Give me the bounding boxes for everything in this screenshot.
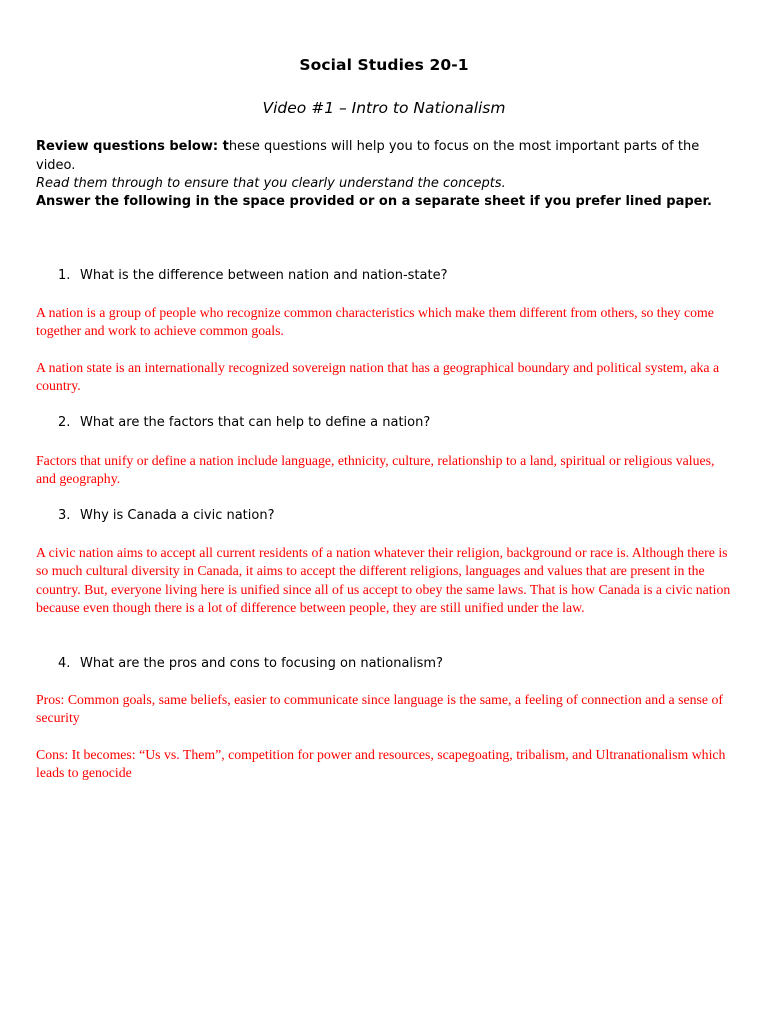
- question-text: What is the difference between nation and nation-state?: [80, 268, 448, 283]
- answer-2: Factors that unify or define a nation include language, ethnicity, culture, relationship to a land, spiritual or religious values, and geography.: [36, 453, 715, 487]
- question-text: What are the factors that can help to define a nation?: [80, 415, 431, 430]
- answer-1b: A nation state is an internationally recognized sovereign nation that has a geographical boundary and political system, aka a country.: [36, 360, 720, 394]
- page-subtitle: Video #1 – Intro to Nationalism: [262, 99, 506, 117]
- question-2: [58, 414, 738, 432]
- question-1: [58, 267, 738, 285]
- question-text: Why is Canada a civic nation?: [80, 508, 275, 523]
- review-lead: Review questions below: t: [36, 139, 229, 154]
- question-number: 1.: [58, 268, 71, 283]
- question-3: [58, 507, 738, 525]
- question-4: [58, 655, 738, 673]
- answer-4-pros: Pros: Common goals, same beliefs, easier to communicate since language is the same, a feeling of connection and a sense of security: [36, 692, 723, 726]
- answer-4-cons: Cons: It becomes: “Us vs. Them”, competition for power and resources, scapegoating, tribalism, and Ultranationalism which leads to genocide: [36, 747, 726, 781]
- page-title: Social Studies 20-1: [299, 56, 469, 74]
- question-number: 2.: [58, 415, 71, 430]
- review-italic-note: Read them through to ensure that you clearly understand the concepts.: [36, 176, 506, 191]
- question-text: What are the pros and cons to focusing on nationalism?: [80, 656, 443, 671]
- answer-3: A civic nation aims to accept all current residents of a nation whatever their religion, background or race is. Although there is so much cultural diversity in Canada, it aims to accept the different religions, languages and values that are present in the country. But, everyone living here is unified since all of us accept to obey the same laws. That is how Canada is a civic nation because even though there is a lot of difference between people, they are still unified under the law.: [36, 545, 731, 615]
- question-number: 4.: [58, 656, 71, 671]
- question-number: 3.: [58, 508, 71, 523]
- instruction-text: Answer the following in the space provided or on a separate sheet if you prefer lined paper.: [36, 194, 712, 209]
- review-text: hese questions will help you to focus on the most important parts of the video.: [36, 139, 700, 173]
- answer-1a: A nation is a group of people who recognize common characteristics which make them different from others, so they come together and work to achieve common goals.: [36, 305, 714, 339]
- review-intro: [36, 138, 736, 194]
